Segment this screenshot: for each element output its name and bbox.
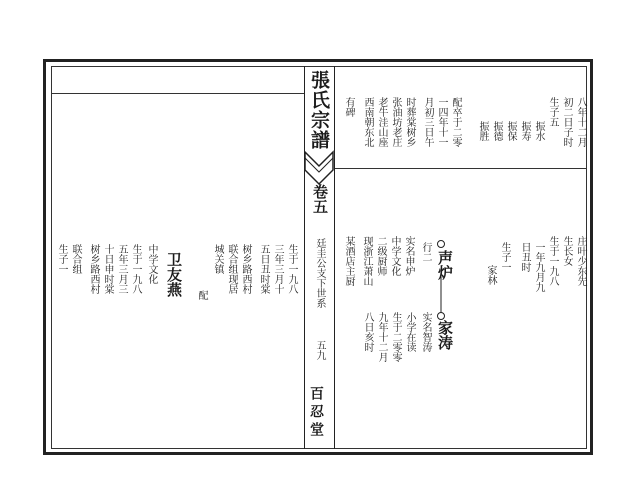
record-column: 配卒于二零: [450, 97, 461, 147]
record-column: 生子一: [499, 242, 510, 272]
record-column: 九年十二月: [376, 312, 387, 362]
record-column: 五年三月三: [116, 244, 127, 294]
record-column: 中学文化: [146, 244, 157, 284]
page-number: 五九: [314, 340, 325, 360]
record-column: 三年三月十: [272, 244, 283, 294]
record-column: 一四年十一: [436, 97, 447, 147]
person-name-weiyouyan: 卫友燕: [165, 252, 183, 297]
record-column: 庄叶少东先: [575, 236, 586, 286]
record-column: 五日丑时棠: [258, 244, 269, 294]
record-column: 振保: [505, 121, 516, 141]
record-column: 实名智涛: [420, 312, 431, 352]
record-column: 现浙江萧山: [361, 236, 372, 286]
record-column: 时葬棠树乡: [404, 97, 415, 147]
person-marker: [437, 312, 445, 320]
record-column: 行二: [420, 242, 431, 262]
record-column: 树乡路西村: [88, 244, 99, 294]
record-column: 月初三日午: [422, 97, 433, 147]
record-column: 八日亥时: [362, 312, 373, 352]
record-column: 生于一九八: [547, 236, 558, 286]
person-marker: [437, 240, 445, 248]
record-column: 某酒店主厨: [343, 236, 354, 286]
record-column: 小学在读: [404, 312, 415, 352]
record-column: 生于一九八: [130, 244, 141, 294]
record-column: 初二日子时: [561, 97, 572, 147]
record-column: 中学文化: [389, 236, 400, 276]
record-column: 生子一: [56, 244, 67, 274]
record-column: 城关镇: [212, 244, 223, 274]
record-column: 生于一九八: [286, 244, 297, 294]
record-column: 联合组: [70, 244, 81, 274]
volume-label: 卷五: [311, 184, 329, 214]
record-column: 西南朝东北: [362, 97, 373, 147]
record-column: 二级厨师: [375, 236, 386, 276]
genealogy-title: 張氏宗譜: [308, 70, 330, 150]
record-column: 日丑时: [519, 242, 530, 272]
spouse-label: 配: [196, 290, 207, 300]
record-column: 振寿: [519, 121, 530, 141]
publisher-hall-name: 百忍堂: [308, 386, 324, 440]
record-column: 生子五: [547, 97, 558, 127]
record-column: 振德: [491, 121, 502, 141]
record-column: 老牛洼山座: [376, 97, 387, 147]
record-column: 生于二零零: [390, 312, 401, 362]
section-label: 廷圭公支下世系: [314, 238, 325, 308]
person-name-jiatao: 家涛: [436, 320, 454, 350]
record-column: 生长女: [561, 236, 572, 266]
record-column: 八年十二月: [575, 97, 586, 147]
record-column: 实名申炉: [403, 236, 414, 276]
record-column: 联合组现居: [226, 244, 237, 294]
record-column: 十日申时棠: [102, 244, 113, 294]
person-name-shenglu: 声炉: [436, 250, 454, 280]
record-column: 一年九月九: [533, 242, 544, 292]
record-column: 有碑: [343, 97, 354, 117]
record-column: 振水: [533, 121, 544, 141]
record-column: 张油坊老庄: [390, 97, 401, 147]
record-column: 树乡路西村: [240, 244, 251, 294]
record-column: 振胜: [477, 121, 488, 141]
record-column: 家林: [485, 265, 496, 285]
